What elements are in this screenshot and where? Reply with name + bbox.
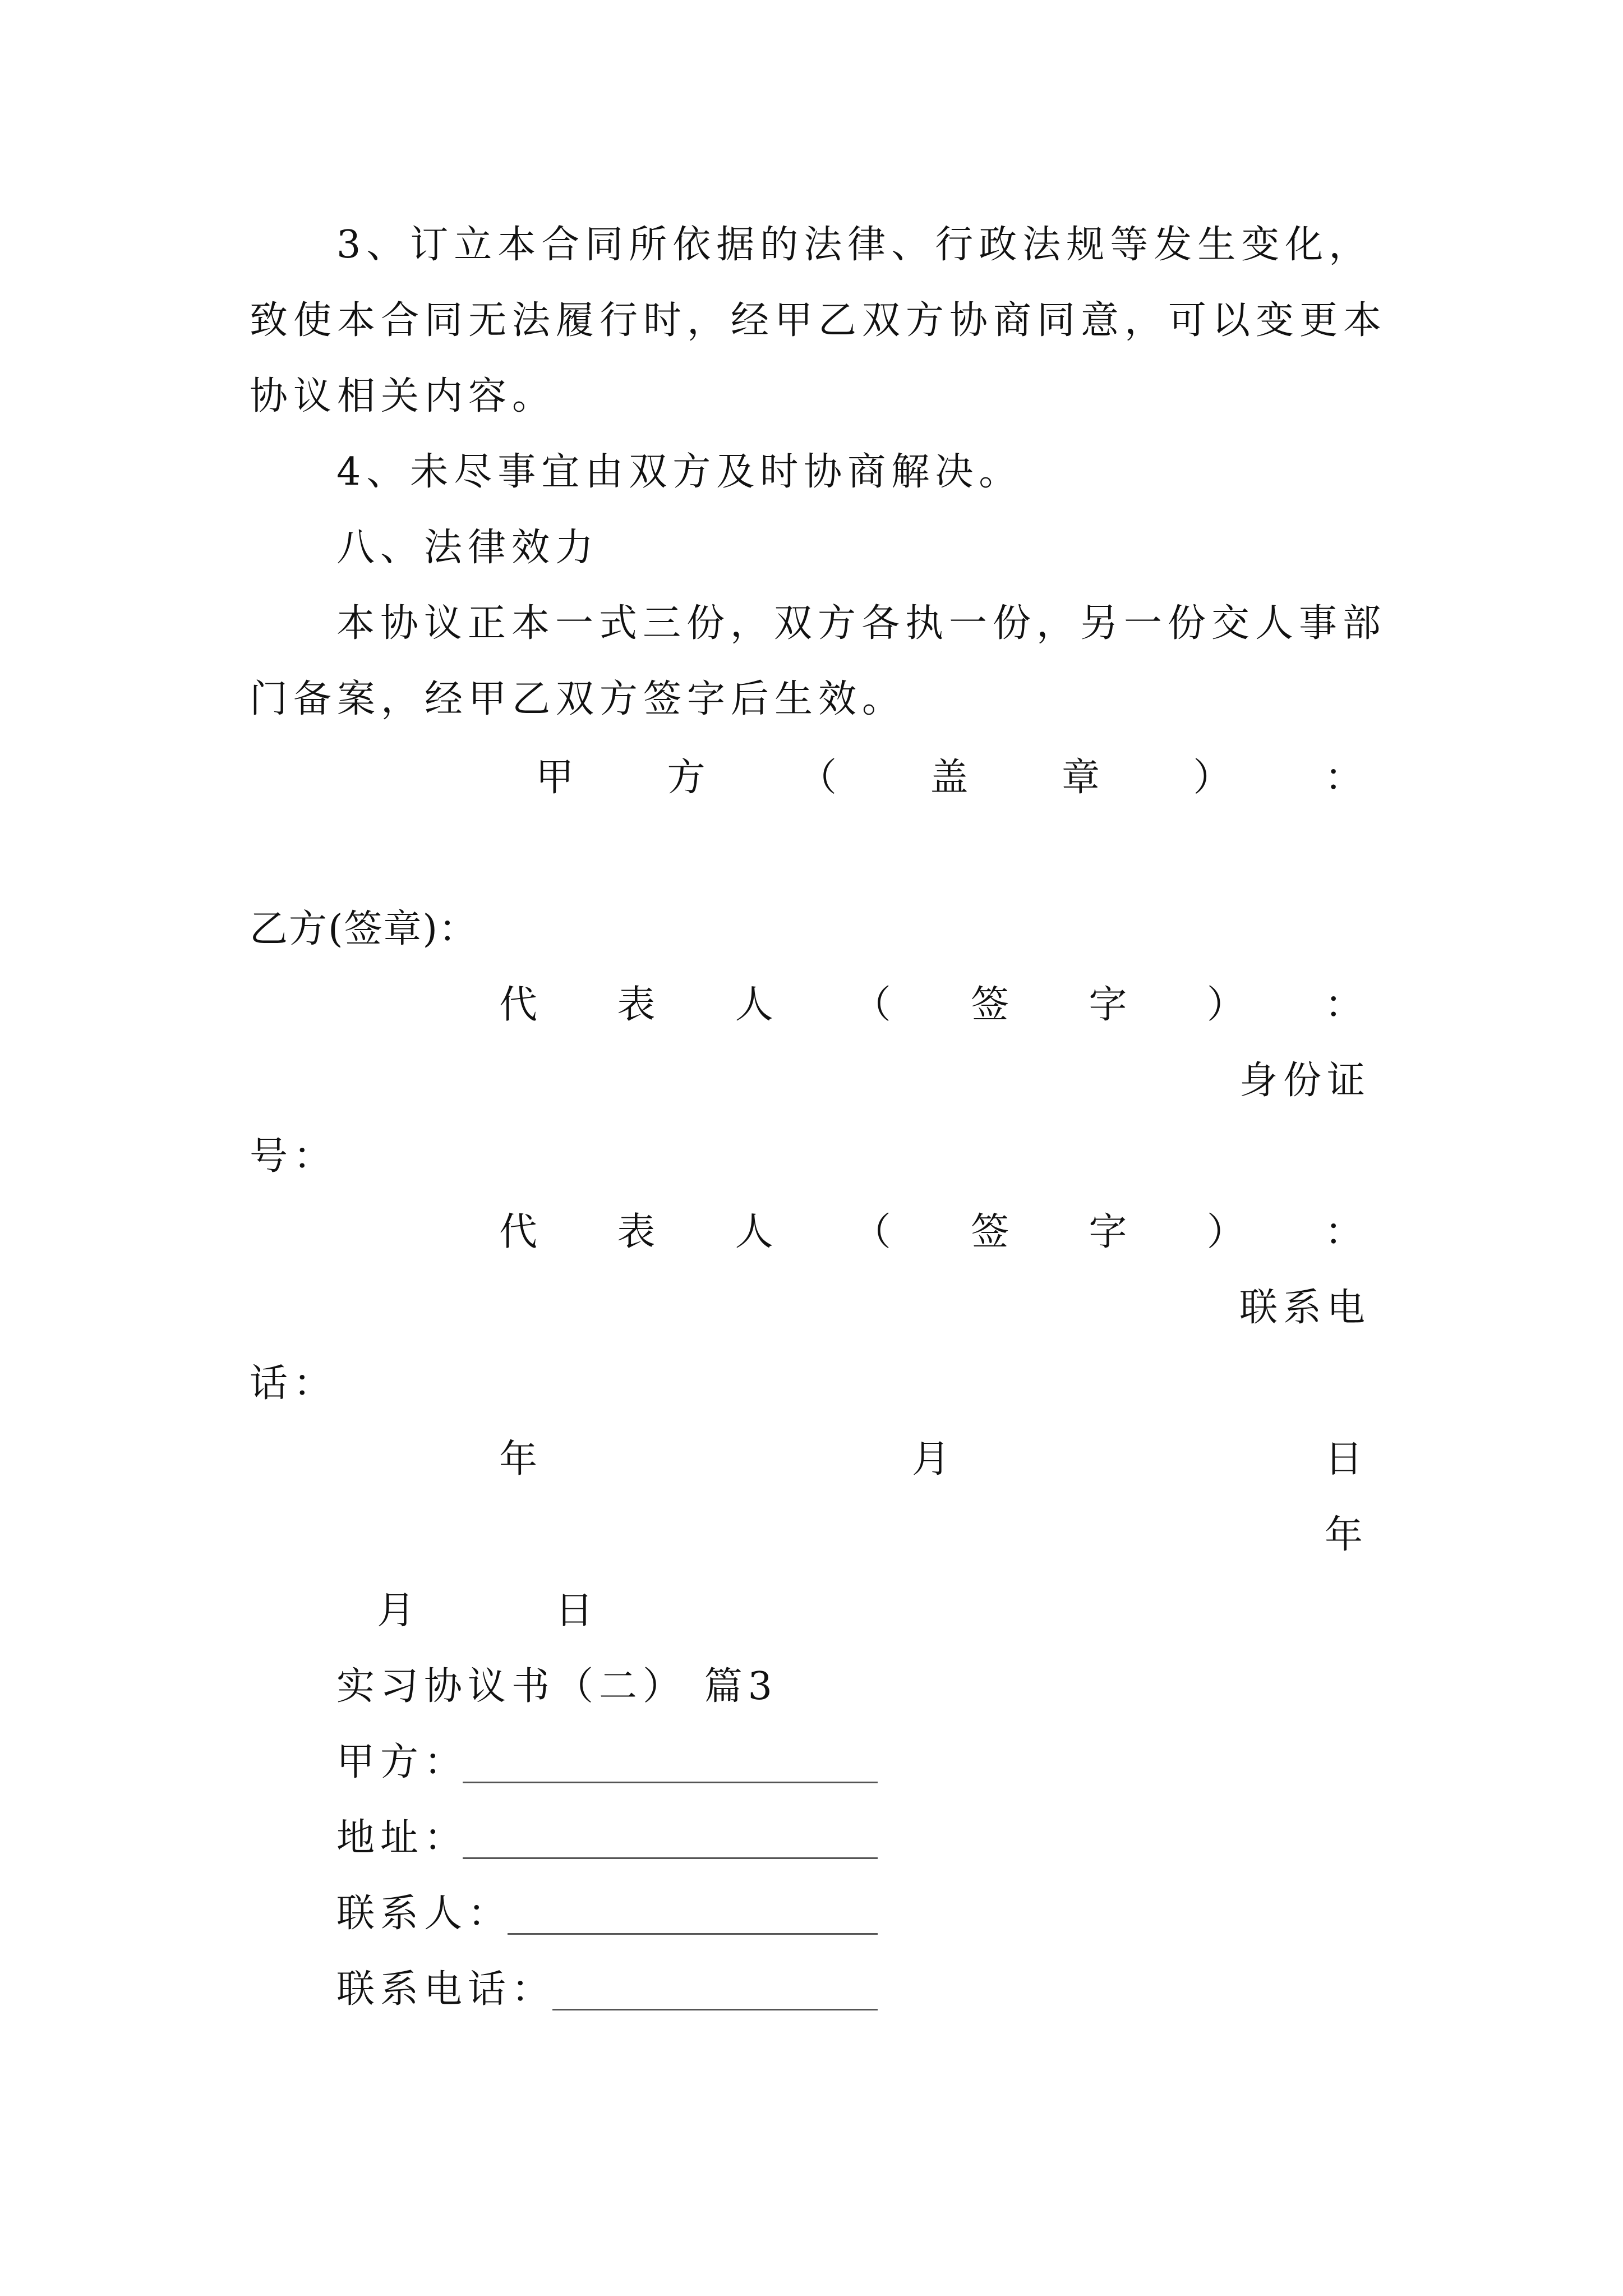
representative-sign-line [499,982,1363,1029]
id-number-label-part: 身份证 [1239,1059,1371,1103]
phone-label-part: 话： [250,1361,338,1406]
spread-char: 表 [617,1210,656,1254]
date-month: 月 [911,1437,950,1481]
spread-char: 代 [499,983,538,1027]
spread-char: （ [852,1210,891,1254]
section-heading: 八、法律效力 [336,526,600,570]
spread-char: 字 [1089,1210,1127,1254]
date-year: 年 [1325,1513,1369,1557]
spread-char: ： [1324,983,1363,1027]
spread-char: 签 [971,1210,1009,1254]
spread-char: 人 [735,1210,773,1254]
spread-char: （ [798,756,837,800]
date-day: 日 [555,1589,600,1633]
date-year: 年 [499,1437,538,1481]
spread-char: ： [1324,1210,1363,1254]
phone-label-part: 联系电 [1239,1286,1371,1330]
field-label: 联系人： [336,1892,512,1936]
paragraph-line: 4、未尽事宜由双方及时协商解决。 [336,450,1023,494]
spread-char: 字 [1089,983,1127,1027]
date-day: 日 [1324,1437,1363,1481]
party-a-seal-line [536,754,1363,802]
paragraph-line: 3、订立本合同所依据的法律、行政法规等发生变化， [336,223,1373,267]
paragraph-line: 协议相关内容。 [250,374,556,418]
paragraph-line: 致使本合同无法履行时，经甲乙双方协商同意，可以变更本 [250,298,1387,343]
spread-char: （ [852,983,891,1027]
fill-in-blank [463,1782,878,1783]
spread-char: 甲 [536,756,574,800]
spread-char: ） [1193,756,1232,800]
fill-in-blank [508,1933,878,1935]
fill-in-blank [463,1857,878,1859]
spread-char: ） [1206,1210,1245,1254]
spread-char: ） [1206,983,1245,1027]
representative-sign-line [499,1209,1363,1256]
spread-char: ： [1324,756,1363,800]
field-label: 联系电话： [336,1967,556,2012]
fill-in-blank [552,2009,878,2010]
spread-char: 人 [735,983,773,1027]
spread-char: 代 [499,1210,538,1254]
spread-char: 表 [617,983,656,1027]
date-month: 月 [377,1589,421,1633]
date-line [499,1436,1363,1483]
spread-char: 方 [667,756,706,800]
field-label: 甲方： [336,1740,468,1784]
paragraph-line: 本协议正本一式三份，双方各执一份，另一份交人事部 [336,601,1387,646]
section-title: 实习协议书（二） 篇3 [336,1664,778,1709]
spread-char: 盖 [930,756,969,800]
paragraph-line: 门备案，经甲乙双方签字后生效。 [250,677,906,721]
spread-char: 签 [971,983,1009,1027]
party-b-seal-label: 乙方(签章)： [250,907,478,951]
id-number-label-part: 号： [250,1134,338,1179]
field-label: 地址： [336,1816,468,1860]
spread-char: 章 [1061,756,1100,800]
